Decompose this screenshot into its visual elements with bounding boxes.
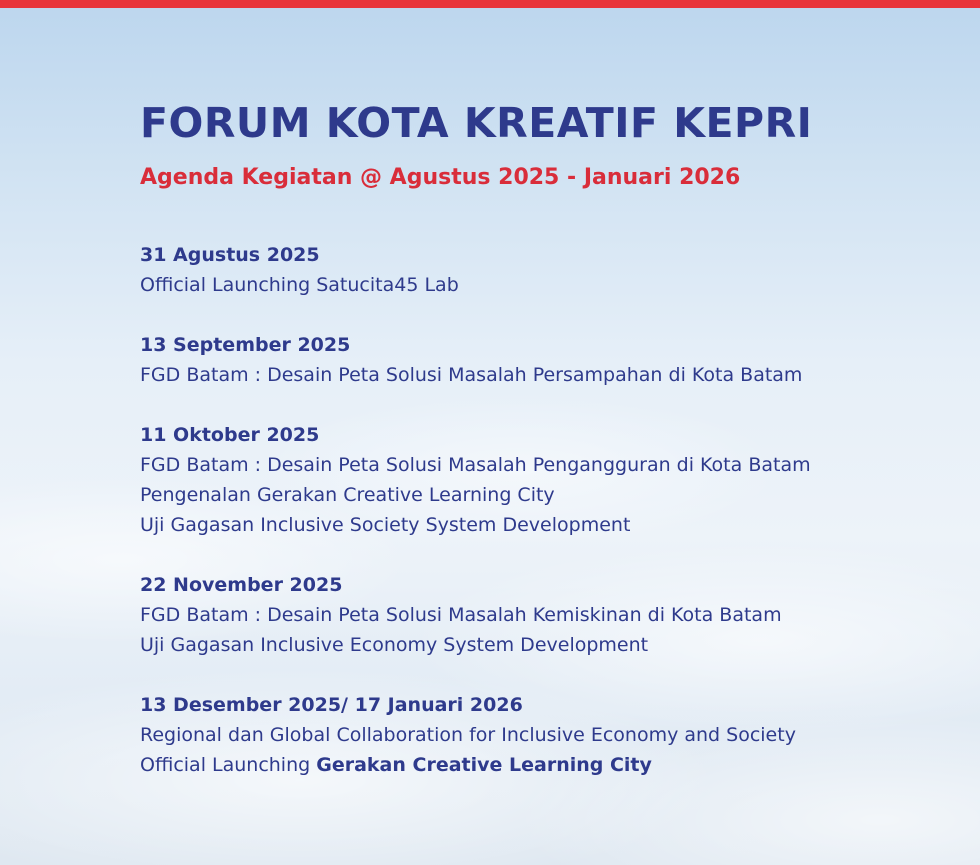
page-title: FORUM KOTA KREATIF KEPRI — [140, 99, 813, 147]
agenda-item — [140, 420, 940, 540]
top-accent-bar — [0, 0, 980, 8]
agenda-activity: Uji Gagasan Inclusive Society System Development — [140, 514, 631, 536]
agenda-item — [140, 690, 940, 780]
agenda-item — [140, 240, 940, 300]
agenda-activity: FGD Batam : Desain Peta Solusi Masalah Persampahan di Kota Batam — [140, 364, 803, 386]
agenda-date: 31 Agustus 2025 — [140, 244, 320, 266]
agenda-activity: Uji Gagasan Inclusive Economy System Development — [140, 634, 649, 656]
agenda-activity-highlight: Gerakan Creative Learning City — [316, 754, 652, 776]
agenda-activity: FGD Batam : Desain Peta Solusi Masalah Pengangguran di Kota Batam — [140, 454, 811, 476]
agenda-date: 13 September 2025 — [140, 334, 351, 356]
agenda-activity: FGD Batam : Desain Peta Solusi Masalah Kemiskinan di Kota Batam — [140, 604, 782, 626]
page-subtitle: Agenda Kegiatan @ Agustus 2025 - Januari 2026 — [140, 165, 741, 190]
agenda-date: 13 Desember 2025/ 17 Januari 2026 — [140, 694, 523, 716]
agenda-poster — [140, 92, 940, 810]
agenda-activity: Official Launching Satucita45 Lab — [140, 274, 459, 296]
agenda-activity: Pengenalan Gerakan Creative Learning City — [140, 484, 555, 506]
agenda-item — [140, 570, 940, 660]
agenda-list — [140, 240, 940, 780]
agenda-date: 22 November 2025 — [140, 574, 343, 596]
agenda-date: 11 Oktober 2025 — [140, 424, 320, 446]
agenda-activity-prefix: Official Launching — [140, 754, 317, 776]
agenda-activity: Regional dan Global Collaboration for Inclusive Economy and Society — [140, 724, 796, 746]
agenda-item — [140, 330, 940, 390]
agenda-activity-final — [140, 750, 940, 780]
